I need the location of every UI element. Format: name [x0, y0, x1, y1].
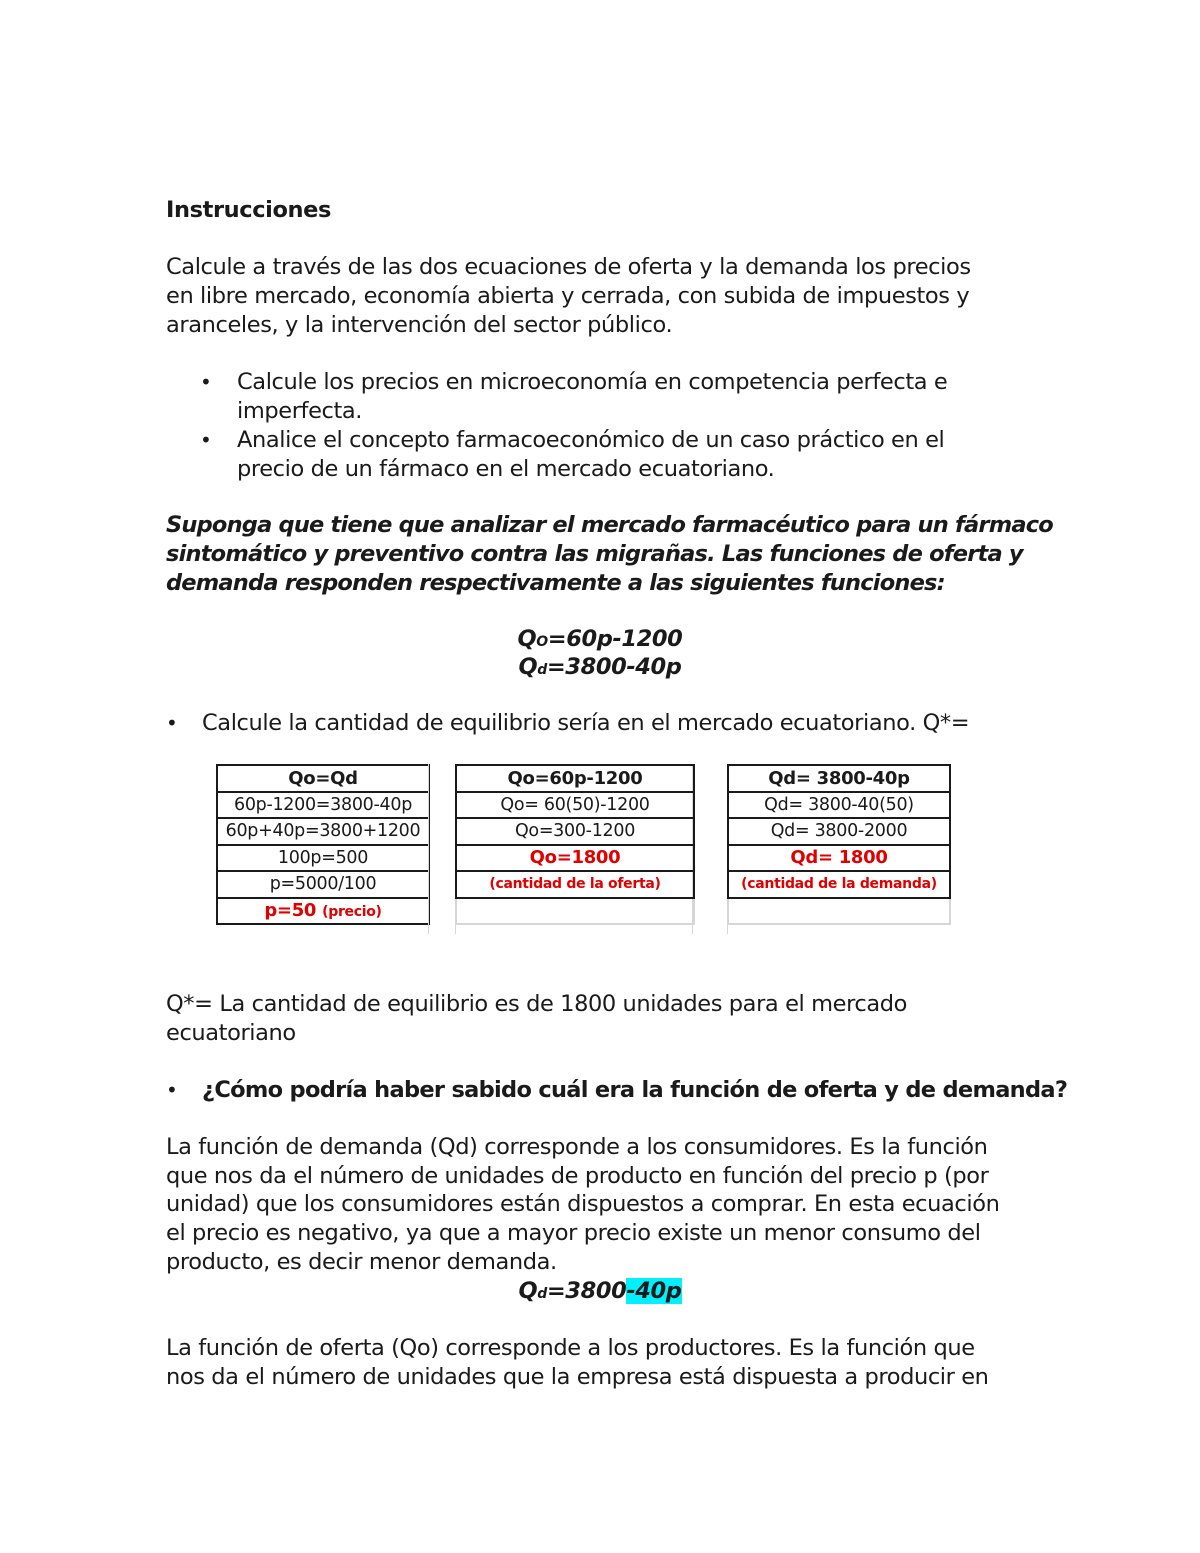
bullet-marker: •: [166, 1078, 178, 1102]
table-equilibrium-price: [216, 764, 430, 925]
table-cell: Qo= 60(50)-1200: [456, 792, 694, 819]
supply-para-line: nos da el número de unidades que la empresa está dispuesta a producir en: [166, 1364, 989, 1390]
table-cell: 60p+40p=3800+1200: [217, 818, 429, 845]
table-note-cell: (cantidad de la demanda): [728, 871, 950, 898]
highlighted-term: -40p: [626, 1278, 682, 1304]
demand-equation: Qd=3800-40p: [518, 654, 682, 680]
table-result-cell: p=50 (precio): [217, 898, 429, 925]
case-line: Suponga que tiene que analizar el mercado farmacéutico para un fármaco: [166, 512, 1053, 538]
heading: Instrucciones: [166, 197, 331, 223]
table-cell: p=5000/100: [217, 871, 429, 898]
intro-line: en libre mercado, economía abierta y cerrada, con subida de impuestos y: [166, 283, 970, 309]
question-functions: ¿Cómo podría haber sabido cuál era la función de oferta y de demanda?: [202, 1077, 1068, 1103]
table-cell: Qd= 3800-2000: [728, 818, 950, 845]
bullet-item-line: Analice el concepto farmacoeconómico de un caso práctico en el: [237, 427, 945, 453]
answer-line: Q*= La cantidad de equilibrio es de 1800 unidades para el mercado: [166, 991, 908, 1017]
demand-para-line: La función de demanda (Qd) corresponde a los consumidores. Es la función: [166, 1134, 988, 1160]
intro-line: aranceles, y la intervención del sector público.: [166, 312, 673, 338]
demand-equation-highlighted: Qd=3800-40p: [518, 1278, 682, 1304]
table-cell: 60p-1200=3800-40p: [217, 792, 429, 819]
bullet-item-line: imperfecta.: [237, 398, 363, 424]
table-cell: 100p=500: [217, 845, 429, 872]
answer-line: ecuatoriano: [166, 1020, 296, 1046]
table-demand-quantity: [727, 764, 951, 925]
table-note-cell: (cantidad de la oferta): [456, 871, 694, 898]
supply-para-line: La función de oferta (Qo) corresponde a los productores. Es la función que: [166, 1335, 975, 1361]
table-supply-quantity: [455, 764, 695, 925]
bullet-item-line: precio de un fármaco en el mercado ecuatoriano.: [237, 456, 775, 482]
demand-para-line: unidad) que los consumidores están dispuestos a comprar. En esta ecuación: [166, 1191, 1000, 1217]
case-line: sintomático y preventivo contra las migrañas. Las funciones de oferta y: [166, 541, 1023, 567]
question-equilibrium: Calcule la cantidad de equilibrio sería en el mercado ecuatoriano. Q*=: [202, 710, 970, 736]
supply-equation: QO=60p-1200: [517, 626, 683, 652]
bullet-marker: •: [166, 711, 178, 735]
table-header: Qo=60p-1200: [456, 765, 694, 792]
bullet-item-line: Calcule los precios en microeconomía en competencia perfecta e: [237, 369, 948, 395]
table-cell: Qo=300-1200: [456, 818, 694, 845]
table-header: Qo=Qd: [217, 765, 429, 792]
intro-line: Calcule a través de las dos ecuaciones de oferta y la demanda los precios: [166, 254, 971, 280]
case-line: demanda responden respectivamente a las siguientes funciones:: [166, 570, 945, 596]
demand-para-line: producto, es decir menor demanda.: [166, 1249, 557, 1275]
table-gap: [692, 764, 728, 934]
table-gap: [428, 764, 456, 934]
demand-para-line: el precio es negativo, ya que a mayor precio existe un menor consumo del: [166, 1220, 981, 1246]
table-empty-cell: [456, 898, 694, 925]
table-result-cell: Qo=1800: [456, 845, 694, 872]
bullet-marker: •: [200, 370, 212, 394]
table-result-cell: Qd= 1800: [728, 845, 950, 872]
bullet-marker: •: [200, 428, 212, 452]
table-empty-cell: [728, 898, 950, 925]
table-header: Qd= 3800-40p: [728, 765, 950, 792]
table-cell: Qd= 3800-40(50): [728, 792, 950, 819]
demand-para-line: que nos da el número de unidades de producto en función del precio p (por: [166, 1163, 989, 1189]
